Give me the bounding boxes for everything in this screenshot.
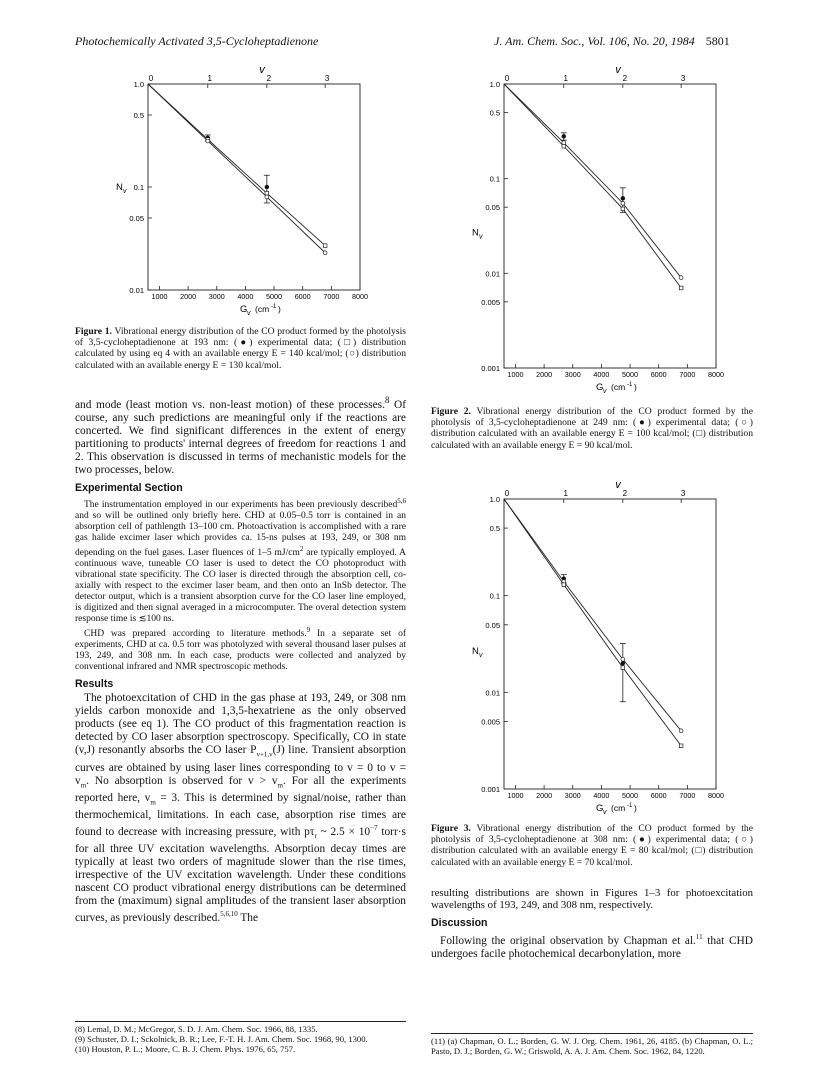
y-tick-label: 1.0 (489, 80, 500, 89)
x-tick-label: 4000 (237, 292, 254, 301)
y-tick-label: 0.005 (481, 717, 500, 727)
series-line (504, 84, 681, 288)
footnote-9: (9) Schuster, D. I.; Sckolnick, B. R.; Lee, F.-T. H. J. Am. Chem. Soc. 1968, 90, 1300. (75, 1033, 368, 1044)
y-tick-label: 0.01 (485, 688, 500, 698)
x-tick-label: 3000 (208, 292, 225, 301)
discussion-paragraph: Following the original observation by Chapman et al.$^{11}$ that CHD undergoes facile photochemical decarbonylation, more (431, 932, 753, 960)
y-axis-subscript: v (479, 233, 483, 241)
figure-2-caption (431, 406, 753, 451)
top-tick-label: 3 (680, 74, 686, 83)
figure-3-caption (431, 823, 753, 868)
x-tick-label: 1000 (507, 791, 524, 800)
x-tick-label: 7000 (679, 791, 696, 800)
x-axis-label: G (596, 803, 604, 814)
x-tick-label: 1000 (151, 292, 168, 301)
results-continued: resulting distributions are shown in Figures 1–3 for photoexcitation wavelengths of 193, 249, and 308 nm, respectively. (431, 887, 753, 912)
top-axis-symbol: v (259, 64, 265, 76)
y-tick-label: 0.1 (489, 174, 500, 184)
experimental-heading: Experimental Section (75, 481, 183, 494)
x-axis-subscript: v (603, 809, 607, 816)
x-axis-unit-exponent: -1 (271, 304, 277, 310)
experimental-paragraph-2: CHD was prepared according to literature methods.$^9$ In a separate set of experiments, CHD at ca. 0.5 torr was photolyzed with several thousand laser pulses at 193, 249, and 308 nm. In each case, products were collected and analyzed by conventional infrared and NMR spectroscopic methods. (75, 626, 406, 673)
y-tick-label: 0.5 (489, 524, 500, 534)
y-axis-label: N (472, 645, 479, 657)
x-axis-subscript: v (603, 388, 607, 395)
top-tick-label: 1 (563, 74, 569, 83)
series-line (504, 499, 681, 731)
x-axis-unit: (cm (611, 803, 626, 813)
data-point-open-circle (323, 251, 327, 255)
results-paragraph: The photoexcitation of CHD in the gas phase at 193, 249, or 308 nm yields carbon monoxide and 1,3,5-hexatriene as the only observed products (see eq 1). The CO product of this fragmentation reaction is detected by CO laser absorption spectroscopy. Specifically, CO in state (v,J) resonantly absorbs the CO laser $P_{v+1,v}(J)$ line. Transient absorption curves are obtained by using laser lines corresponding to v = 0 to $v = v_m$. No absorption is observed for $v > v_m$. For all the experiments reported here, $v_m = 3$. This is determined by signal/noise, rather than thermochemical, limitations. In each case, absorption rise times are found to decrease with increasing pressure, with $p\tau_r$ ~ $2.5 \times 10^{-7}$ torr·s for all three UV excitation wavelengths. Absorption decay times are typically at least two orders of magnitude slower than the rise times, irrespective of the UV excitation wavelength. Under these conditions nascent CO product vibrational energy distributions can be determined from the (maximum) signal amplitudes of the transient laser absorption curves, as previously described.$^{5,6,10}$ The (75, 692, 406, 925)
data-point-filled-circle (621, 196, 625, 200)
x-tick-label: 2000 (180, 292, 197, 301)
y-tick-label: 0.1 (133, 183, 144, 192)
data-point-open-square (562, 144, 566, 148)
x-tick-label: 3000 (564, 791, 581, 800)
x-axis-unit-exponent: -1 (627, 382, 633, 388)
data-point-open-square (562, 583, 566, 587)
intro-paragraph: and mode (least motion vs. non-least motion) of these processes.$^8$ Of course, any such predictions are meaningful only if the reactions are concerted. We find significant differences in the extent of energy partitioning to products' internal degrees of freedom for reactions 1 and 2. This observation is discussed in terms of mechanistic models for the two processes, below. (75, 395, 406, 476)
x-axis-unit-close: ) (634, 382, 637, 392)
x-tick-label: 8000 (708, 370, 724, 379)
top-tick-label: 2 (266, 74, 272, 83)
x-tick-label: 2000 (536, 370, 553, 379)
y-tick-label: 0.05 (485, 620, 500, 630)
top-tick-label: 3 (324, 74, 330, 83)
data-point-open-square (621, 666, 625, 670)
x-axis-unit-close: ) (278, 304, 281, 314)
x-axis-unit: (cm (611, 382, 626, 392)
figure-1-caption (75, 326, 406, 371)
top-tick-label: 0 (504, 489, 510, 498)
data-point-open-circle (562, 141, 566, 145)
x-tick-label: 5000 (622, 370, 639, 379)
top-tick-label: 1 (207, 74, 213, 83)
figure-2-chart (462, 62, 752, 398)
discussion-heading: Discussion (431, 916, 488, 929)
x-axis-subscript: v (247, 310, 251, 317)
footnotes-left (75, 1025, 406, 1054)
journal-name: J. Am. Chem. Soc., (494, 34, 585, 48)
y-tick-label: 0.005 (481, 297, 500, 307)
y-tick-label: 0.001 (481, 785, 500, 794)
figure-3-caption-label: Figure 3. (431, 823, 471, 834)
x-axis-unit: (cm (255, 304, 270, 314)
y-axis-label: N (116, 182, 123, 193)
right-column (431, 887, 753, 961)
top-axis-symbol: v (615, 64, 621, 76)
data-point-open-circle (679, 729, 683, 733)
data-point-open-circle (206, 139, 210, 143)
y-axis-label: N (472, 227, 479, 239)
data-point-filled-circle (562, 134, 566, 138)
y-tick-label: 1.0 (133, 80, 144, 89)
journal-volume: Vol. 106, No. 20, 1984 (587, 34, 695, 48)
top-tick-label: 0 (504, 74, 510, 83)
x-tick-label: 3000 (564, 370, 581, 379)
results-heading: Results (75, 678, 114, 691)
x-tick-label: 8000 (708, 791, 724, 800)
x-tick-label: 4000 (593, 791, 610, 800)
x-tick-label: 1000 (507, 370, 524, 379)
x-tick-label: 4000 (593, 370, 610, 379)
x-axis-unit-close: ) (634, 803, 637, 813)
data-point-open-square (621, 207, 625, 211)
y-tick-label: 0.5 (133, 111, 144, 121)
y-tick-label: 0.05 (485, 203, 500, 213)
figure-3-caption-text: Vibrational energy distribution of the CO product formed by the photolysis of 3,5-cycloheptadienone at 308 nm: (●) experimental data; (○) distribution calculated with an available energy E = 80 kcal/mol; (□) distribution calculated with an available energy E = 70 kcal/mol. (431, 823, 753, 868)
series-line (148, 84, 325, 253)
x-axis-label: G (596, 382, 604, 393)
x-tick-label: 5000 (622, 791, 639, 800)
top-axis-symbol: v (615, 479, 621, 491)
top-tick-label: 1 (563, 489, 569, 498)
running-title: Photochemically Activated 3,5-Cycloheptadienone (75, 34, 319, 48)
data-point-open-circle (621, 201, 625, 205)
y-axis-subscript: v (123, 188, 127, 195)
footnote-10: (10) Houston, P. L.; Moore, C. B. J. Chem. Phys. 1976, 65, 757. (75, 1043, 296, 1054)
data-point-filled-circle (265, 185, 269, 189)
data-point-open-square (265, 191, 269, 195)
x-tick-label: 7000 (323, 292, 340, 301)
footnotes-right (431, 1037, 753, 1057)
data-point-open-circle (265, 195, 269, 199)
top-tick-label: 0 (148, 74, 154, 83)
left-column (75, 395, 406, 925)
series-line (148, 84, 325, 246)
footnote-11: (11) (a) Chapman, O. L.; Borden, G. W. J. Org. Chem. 1961, 26, 4185. (b) Chapman, O. L.; Pasto, D. J.; Borden, G. W.; Griswold, A. A. J. Am. Chem. Soc. 1962, 84, 1220. (431, 1036, 753, 1056)
footnote-rule-left (75, 1021, 406, 1022)
series-line (504, 84, 681, 278)
top-tick-label: 2 (622, 74, 628, 83)
y-axis-subscript: v (479, 651, 483, 659)
x-axis-label: G (240, 304, 248, 315)
y-tick-label: 0.5 (489, 108, 500, 118)
journal-citation (494, 34, 730, 49)
x-tick-label: 2000 (536, 791, 553, 800)
y-tick-label: 0.01 (485, 269, 500, 279)
y-tick-label: 0.1 (489, 591, 500, 601)
data-point-open-square (679, 286, 683, 290)
data-point-open-square (679, 744, 683, 748)
x-tick-label: 5000 (266, 292, 283, 301)
figure-2-caption-label: Figure 2. (431, 406, 471, 417)
figure-3-chart (462, 477, 752, 817)
figure-1-caption-label: Figure 1. (75, 326, 112, 337)
footnote-8: (8) Lemal, D. M.; McGregor, S. D. J. Am. Chem. Soc. 1966, 88, 1335. (75, 1024, 318, 1034)
y-tick-label: 0.001 (481, 364, 500, 373)
top-tick-label: 2 (622, 489, 628, 498)
plot-frame (504, 84, 716, 368)
x-tick-label: 7000 (679, 370, 696, 379)
y-tick-label: 0.05 (129, 214, 144, 224)
x-tick-label: 8000 (352, 292, 368, 301)
data-point-open-circle (679, 276, 683, 280)
experimental-paragraph-1: The instrumentation employed in our experiments has been previously described$^{5,6}$ and so will be outlined only briefly here. CHD at 0.05–0.5 torr is contained in an absorption cell of pathlength 13–100 cm. Photoactivation is accomplished with a rare gas halide excimer laser which provides ca. 15-ns pulses at 193, 249, or 308 nm depending on the fuel gases. Laser fluences of 1–5 $mJ/cm^2$ are typically employed. A continuous wave, tuneable CO laser is used to detect the CO photoproduct with vibrational state specificity. The CO laser is directed through the absorption cell, co-axially with respect to the excimer laser beam, and then onto an InSb detector. The detector output, which is a transient absorption curve for the CO laser line employed, is digitized and then signal averaged in a microcomputer. The overal detection system response time is ≲100 ns. (75, 496, 406, 625)
x-tick-label: 6000 (650, 370, 667, 379)
figure-2-caption-text: Vibrational energy distribution of the CO product formed by the photolysis of 3,5-cycloheptadienone at 249 nm: (●) experimental data; (○) distribution calculated with an available energy E = 100 kcal/mol; (□) distribution calculated with an available energy E = 90 kcal/mol. (431, 406, 753, 451)
y-tick-label: 1.0 (489, 495, 500, 504)
data-point-open-circle (621, 657, 625, 661)
top-tick-label: 3 (680, 489, 686, 498)
x-axis-unit-exponent: -1 (627, 803, 633, 809)
x-tick-label: 6000 (294, 292, 311, 301)
page-number: 5801 (705, 34, 730, 48)
figure-1-caption-text: Vibrational energy distribution of the CO product formed by the photolysis of 3,5-cycloheptadienone at 193 nm: (●) experimental data; (□) distribution calculated by using eq 4 with an available energy E = 140 kcal/mol; (○) distribution calculated with an available energy E = 130 kcal/mol. (75, 326, 406, 371)
data-point-open-square (323, 244, 327, 248)
footnote-rule-right (431, 1033, 753, 1034)
figure-1-chart (108, 62, 398, 324)
x-tick-label: 6000 (650, 791, 667, 800)
y-tick-label: 0.01 (129, 286, 144, 295)
